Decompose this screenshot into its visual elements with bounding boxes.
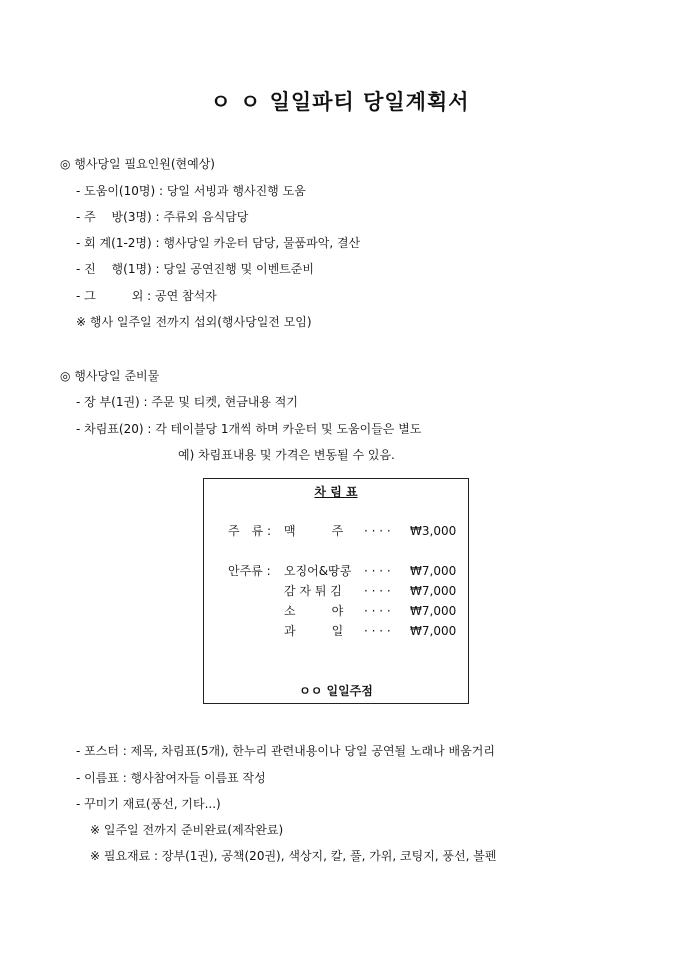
staff-note: ※ 행사 일주일 전까지 섭외(행사당일전 모임) [76,315,312,329]
menu-item-price: ₩7,000 [410,604,457,618]
menu-item-dots: · · · · [364,524,391,538]
menu-item-name: 소 야 [284,604,344,618]
menu-item-name: 감 자 튀 김 [284,584,342,598]
supply-item: - 차림표(20) : 각 테이블당 1개씩 하며 카운터 및 도움이들은 별도 [76,422,422,436]
menu-item-name: 맥 주 [284,524,344,538]
menu-item-dots: · · · · [364,564,391,578]
menu-item-price: ₩7,000 [410,624,457,638]
supply-sub-note: 예) 차림표내용 및 가격은 변동될 수 있음. [178,448,395,462]
menu-item-price: ₩7,000 [410,584,457,598]
section-heading-staff: ◎ 행사당일 필요인원(현예상) [60,157,215,171]
staff-item: - 진 행(1명) : 당일 공연진행 및 이벤트준비 [76,262,314,276]
staff-item: - 회 계(1-2명) : 행사당일 카운터 담당, 물품파악, 결산 [76,236,361,250]
staff-item: - 주 방(3명) : 주류외 음식담당 [76,210,249,224]
prep-item: - 이름표 : 행사참여자들 이름표 작성 [76,771,266,785]
prep-note: ※ 필요재료 : 장부(1권), 공책(20권), 색상지, 칼, 풀, 가위, 코팅지, 풍선, 볼펜 [90,849,497,863]
menu-footer: ㅇㅇ 일일주점 [299,684,373,698]
section-heading-supplies: ◎ 행사당일 준비물 [60,369,160,383]
menu-item-price: ₩7,000 [410,564,457,578]
menu-title: 차 림 표 [314,485,358,499]
menu-item-name: 오징어&땅콩 [284,564,352,578]
staff-item: - 도움이(10명) : 당일 서빙과 행사진행 도움 [76,184,306,198]
menu-item-dots: · · · · [364,624,391,638]
menu-item-price: ₩3,000 [410,524,457,538]
menu-item-dots: · · · · [364,584,391,598]
prep-item: - 꾸미기 재료(풍선, 기타...) [76,797,221,811]
document-title: ㅇ ㅇ 일일파티 당일계획서 [210,89,470,114]
prep-item: - 포스터 : 제목, 차림표(5개), 한누리 관련내용이나 당일 공연될 노래나 배움거리 [76,744,495,758]
menu-category: 주 류 : [228,524,272,538]
supply-item: - 장 부(1권) : 주문 및 티켓, 현금내용 적기 [76,395,298,409]
menu-item-dots: · · · · [364,604,391,618]
prep-note: ※ 일주일 전까지 준비완료(제작완료) [90,823,284,837]
menu-category: 안주류 : [228,564,271,578]
menu-box [203,478,469,704]
staff-item: - 그 외 : 공연 참석자 [76,289,217,303]
menu-item-name: 과 일 [284,624,344,638]
